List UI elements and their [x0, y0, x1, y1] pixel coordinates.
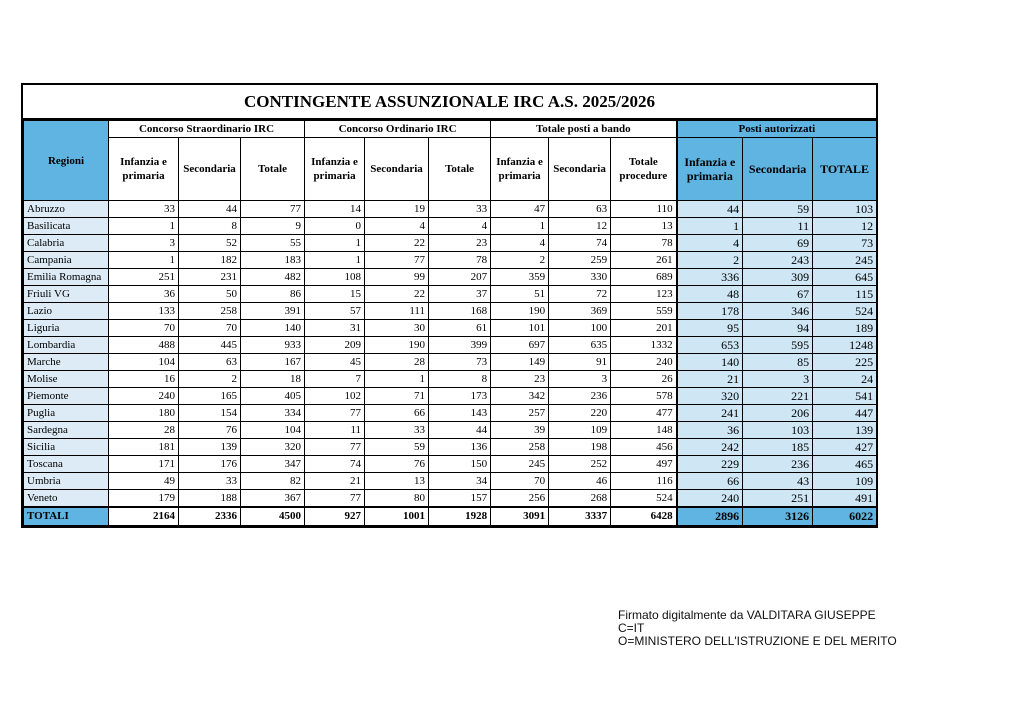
contingent-table — [23, 120, 877, 526]
value-cell: 245 — [813, 252, 877, 269]
signature-line: O=MINISTERO DELL'ISTRUZIONE E DEL MERITO — [618, 634, 897, 648]
value-cell: 578 — [611, 388, 677, 405]
value-cell: 36 — [109, 286, 179, 303]
value-cell: 116 — [611, 473, 677, 490]
header-group-posti-autorizzati: Posti autorizzati — [677, 121, 877, 138]
value-cell: 2 — [677, 252, 743, 269]
value-cell: 3 — [549, 371, 611, 388]
header-group-straordinario: Concorso Straordinario IRC — [109, 121, 305, 138]
value-cell: 69 — [743, 235, 813, 252]
value-cell: 477 — [611, 405, 677, 422]
table-row — [24, 303, 877, 320]
header-sub: Totale procedure — [611, 138, 677, 201]
value-cell: 24 — [813, 371, 877, 388]
value-cell: 236 — [743, 456, 813, 473]
value-cell: 491 — [813, 490, 877, 508]
value-cell: 77 — [365, 252, 429, 269]
value-cell: 524 — [813, 303, 877, 320]
value-cell: 39 — [491, 422, 549, 439]
value-cell: 180 — [109, 405, 179, 422]
value-cell: 342 — [491, 388, 549, 405]
value-cell: 9 — [241, 218, 305, 235]
value-cell: 245 — [491, 456, 549, 473]
region-name: Lazio — [24, 303, 109, 320]
table-row — [24, 235, 877, 252]
value-cell: 111 — [365, 303, 429, 320]
value-cell: 229 — [677, 456, 743, 473]
value-cell: 240 — [611, 354, 677, 371]
value-cell: 31 — [305, 320, 365, 337]
region-name: Piemonte — [24, 388, 109, 405]
value-cell: 524 — [611, 490, 677, 508]
region-name: Puglia — [24, 405, 109, 422]
value-cell: 183 — [241, 252, 305, 269]
value-cell: 139 — [179, 439, 241, 456]
value-cell: 165 — [179, 388, 241, 405]
value-cell: 240 — [109, 388, 179, 405]
value-cell: 243 — [743, 252, 813, 269]
value-cell: 3 — [743, 371, 813, 388]
value-cell: 201 — [611, 320, 677, 337]
region-name: Marche — [24, 354, 109, 371]
value-cell: 50 — [179, 286, 241, 303]
signature-line: C=IT — [618, 621, 645, 635]
value-cell: 3091 — [491, 507, 549, 526]
value-cell: 104 — [109, 354, 179, 371]
value-cell: 46 — [549, 473, 611, 490]
value-cell: 1332 — [611, 337, 677, 354]
value-cell: 1 — [677, 218, 743, 235]
region-name: Sicilia — [24, 439, 109, 456]
value-cell: 399 — [429, 337, 491, 354]
value-cell: 541 — [813, 388, 877, 405]
value-cell: 1001 — [365, 507, 429, 526]
value-cell: 3126 — [743, 507, 813, 526]
value-cell: 74 — [305, 456, 365, 473]
value-cell: 74 — [549, 235, 611, 252]
value-cell: 76 — [365, 456, 429, 473]
value-cell: 34 — [429, 473, 491, 490]
value-cell: 48 — [677, 286, 743, 303]
value-cell: 66 — [365, 405, 429, 422]
value-cell: 149 — [491, 354, 549, 371]
value-cell: 139 — [813, 422, 877, 439]
value-cell: 91 — [549, 354, 611, 371]
header-group-totale-bando: Totale posti a bando — [491, 121, 677, 138]
value-cell: 645 — [813, 269, 877, 286]
value-cell: 102 — [305, 388, 365, 405]
value-cell: 1 — [305, 252, 365, 269]
value-cell: 77 — [305, 490, 365, 508]
value-cell: 12 — [813, 218, 877, 235]
value-cell: 1 — [109, 252, 179, 269]
region-name: Liguria — [24, 320, 109, 337]
header-sub-authorized: Infanzia e primaria — [677, 138, 743, 201]
value-cell: 221 — [743, 388, 813, 405]
table-row — [24, 201, 877, 218]
value-cell: 334 — [241, 405, 305, 422]
value-cell: 73 — [813, 235, 877, 252]
value-cell: 21 — [305, 473, 365, 490]
value-cell: 447 — [813, 405, 877, 422]
value-cell: 44 — [429, 422, 491, 439]
table-row — [24, 218, 877, 235]
table-row — [24, 388, 877, 405]
value-cell: 99 — [365, 269, 429, 286]
value-cell: 220 — [549, 405, 611, 422]
value-cell: 188 — [179, 490, 241, 508]
digital-signature — [618, 609, 897, 648]
value-cell: 94 — [743, 320, 813, 337]
value-cell: 63 — [549, 201, 611, 218]
value-cell: 140 — [241, 320, 305, 337]
header-sub: Infanzia e primaria — [109, 138, 179, 201]
value-cell: 52 — [179, 235, 241, 252]
value-cell: 176 — [179, 456, 241, 473]
value-cell: 78 — [429, 252, 491, 269]
value-cell: 231 — [179, 269, 241, 286]
signature-line: Firmato digitalmente da VALDITARA GIUSEPPE — [618, 608, 876, 622]
value-cell: 59 — [743, 201, 813, 218]
value-cell: 369 — [549, 303, 611, 320]
value-cell: 115 — [813, 286, 877, 303]
value-cell: 33 — [179, 473, 241, 490]
value-cell: 55 — [241, 235, 305, 252]
value-cell: 103 — [813, 201, 877, 218]
value-cell: 80 — [365, 490, 429, 508]
value-cell: 148 — [611, 422, 677, 439]
value-cell: 28 — [109, 422, 179, 439]
value-cell: 66 — [677, 473, 743, 490]
value-cell: 6428 — [611, 507, 677, 526]
header-sub: Secondaria — [549, 138, 611, 201]
value-cell: 236 — [549, 388, 611, 405]
value-cell: 1 — [305, 235, 365, 252]
value-cell: 1 — [491, 218, 549, 235]
value-cell: 136 — [429, 439, 491, 456]
value-cell: 110 — [611, 201, 677, 218]
header-sub: Totale — [241, 138, 305, 201]
region-name: Emilia Romagna — [24, 269, 109, 286]
value-cell: 143 — [429, 405, 491, 422]
value-cell: 209 — [305, 337, 365, 354]
value-cell: 309 — [743, 269, 813, 286]
value-cell: 140 — [677, 354, 743, 371]
value-cell: 1 — [365, 371, 429, 388]
table-title: CONTINGENTE ASSUNZIONALE IRC A.S. 2025/2026 — [23, 85, 876, 120]
value-cell: 330 — [549, 269, 611, 286]
value-cell: 51 — [491, 286, 549, 303]
region-name: Basilicata — [24, 218, 109, 235]
value-cell: 189 — [813, 320, 877, 337]
value-cell: 206 — [743, 405, 813, 422]
value-cell: 689 — [611, 269, 677, 286]
table-body — [24, 201, 877, 526]
value-cell: 465 — [813, 456, 877, 473]
value-cell: 405 — [241, 388, 305, 405]
region-name: Campania — [24, 252, 109, 269]
value-cell: 18 — [241, 371, 305, 388]
header-sub-authorized: TOTALE — [813, 138, 877, 201]
value-cell: 95 — [677, 320, 743, 337]
header-sub: Infanzia e primaria — [491, 138, 549, 201]
value-cell: 320 — [241, 439, 305, 456]
value-cell: 44 — [677, 201, 743, 218]
value-cell: 179 — [109, 490, 179, 508]
value-cell: 45 — [305, 354, 365, 371]
header-sub: Infanzia e primaria — [305, 138, 365, 201]
value-cell: 933 — [241, 337, 305, 354]
value-cell: 4 — [429, 218, 491, 235]
value-cell: 157 — [429, 490, 491, 508]
value-cell: 77 — [305, 405, 365, 422]
value-cell: 70 — [179, 320, 241, 337]
value-cell: 61 — [429, 320, 491, 337]
header-sub: Secondaria — [365, 138, 429, 201]
region-name: Friuli VG — [24, 286, 109, 303]
value-cell: 4 — [677, 235, 743, 252]
value-cell: 927 — [305, 507, 365, 526]
value-cell: 2 — [491, 252, 549, 269]
value-cell: 21 — [677, 371, 743, 388]
value-cell: 57 — [305, 303, 365, 320]
value-cell: 33 — [365, 422, 429, 439]
table-row — [24, 490, 877, 508]
table-row — [24, 371, 877, 388]
region-name: Calabria — [24, 235, 109, 252]
table-row — [24, 320, 877, 337]
value-cell: 185 — [743, 439, 813, 456]
region-name: Toscana — [24, 456, 109, 473]
value-cell: 67 — [743, 286, 813, 303]
value-cell: 1248 — [813, 337, 877, 354]
value-cell: 15 — [305, 286, 365, 303]
value-cell: 23 — [429, 235, 491, 252]
value-cell: 14 — [305, 201, 365, 218]
value-cell: 103 — [743, 422, 813, 439]
value-cell: 2164 — [109, 507, 179, 526]
value-cell: 36 — [677, 422, 743, 439]
value-cell: 26 — [611, 371, 677, 388]
value-cell: 11 — [743, 218, 813, 235]
value-cell: 482 — [241, 269, 305, 286]
totals-row — [24, 507, 877, 526]
value-cell: 3 — [109, 235, 179, 252]
value-cell: 72 — [549, 286, 611, 303]
value-cell: 70 — [491, 473, 549, 490]
value-cell: 251 — [109, 269, 179, 286]
region-name: Veneto — [24, 490, 109, 508]
value-cell: 78 — [611, 235, 677, 252]
header-group-ordinario: Concorso Ordinario IRC — [305, 121, 491, 138]
value-cell: 4 — [491, 235, 549, 252]
value-cell: 347 — [241, 456, 305, 473]
value-cell: 367 — [241, 490, 305, 508]
value-cell: 2 — [179, 371, 241, 388]
value-cell: 154 — [179, 405, 241, 422]
value-cell: 59 — [365, 439, 429, 456]
value-cell: 1928 — [429, 507, 491, 526]
value-cell: 8 — [179, 218, 241, 235]
header-regioni: Regioni — [24, 121, 109, 201]
value-cell: 488 — [109, 337, 179, 354]
value-cell: 101 — [491, 320, 549, 337]
value-cell: 43 — [743, 473, 813, 490]
value-cell: 171 — [109, 456, 179, 473]
value-cell: 595 — [743, 337, 813, 354]
value-cell: 359 — [491, 269, 549, 286]
value-cell: 258 — [491, 439, 549, 456]
value-cell: 71 — [365, 388, 429, 405]
value-cell: 240 — [677, 490, 743, 508]
value-cell: 70 — [109, 320, 179, 337]
header-sub: Secondaria — [179, 138, 241, 201]
value-cell: 22 — [365, 235, 429, 252]
value-cell: 13 — [365, 473, 429, 490]
value-cell: 207 — [429, 269, 491, 286]
value-cell: 173 — [429, 388, 491, 405]
table-row — [24, 422, 877, 439]
table-row — [24, 439, 877, 456]
value-cell: 456 — [611, 439, 677, 456]
region-name: Lombardia — [24, 337, 109, 354]
value-cell: 242 — [677, 439, 743, 456]
value-cell: 73 — [429, 354, 491, 371]
value-cell: 497 — [611, 456, 677, 473]
value-cell: 11 — [305, 422, 365, 439]
value-cell: 109 — [813, 473, 877, 490]
value-cell: 190 — [365, 337, 429, 354]
value-cell: 391 — [241, 303, 305, 320]
value-cell: 133 — [109, 303, 179, 320]
value-cell: 256 — [491, 490, 549, 508]
value-cell: 109 — [549, 422, 611, 439]
value-cell: 100 — [549, 320, 611, 337]
value-cell: 150 — [429, 456, 491, 473]
value-cell: 19 — [365, 201, 429, 218]
value-cell: 12 — [549, 218, 611, 235]
value-cell: 198 — [549, 439, 611, 456]
value-cell: 261 — [611, 252, 677, 269]
value-cell: 346 — [743, 303, 813, 320]
value-cell: 0 — [305, 218, 365, 235]
value-cell: 2896 — [677, 507, 743, 526]
value-cell: 4500 — [241, 507, 305, 526]
value-cell: 251 — [743, 490, 813, 508]
region-name: Abruzzo — [24, 201, 109, 218]
value-cell: 182 — [179, 252, 241, 269]
value-cell: 33 — [109, 201, 179, 218]
value-cell: 76 — [179, 422, 241, 439]
value-cell: 8 — [429, 371, 491, 388]
header-sub-authorized: Secondaria — [743, 138, 813, 201]
value-cell: 13 — [611, 218, 677, 235]
value-cell: 635 — [549, 337, 611, 354]
region-name: Molise — [24, 371, 109, 388]
value-cell: 167 — [241, 354, 305, 371]
value-cell: 104 — [241, 422, 305, 439]
value-cell: 37 — [429, 286, 491, 303]
table-row — [24, 473, 877, 490]
value-cell: 3337 — [549, 507, 611, 526]
value-cell: 268 — [549, 490, 611, 508]
table-row — [24, 286, 877, 303]
value-cell: 22 — [365, 286, 429, 303]
value-cell: 44 — [179, 201, 241, 218]
value-cell: 33 — [429, 201, 491, 218]
value-cell: 252 — [549, 456, 611, 473]
value-cell: 320 — [677, 388, 743, 405]
value-cell: 63 — [179, 354, 241, 371]
table-row — [24, 269, 877, 286]
value-cell: 257 — [491, 405, 549, 422]
value-cell: 225 — [813, 354, 877, 371]
value-cell: 23 — [491, 371, 549, 388]
region-name: Umbria — [24, 473, 109, 490]
value-cell: 16 — [109, 371, 179, 388]
value-cell: 28 — [365, 354, 429, 371]
value-cell: 123 — [611, 286, 677, 303]
value-cell: 77 — [241, 201, 305, 218]
table-row — [24, 405, 877, 422]
value-cell: 6022 — [813, 507, 877, 526]
value-cell: 445 — [179, 337, 241, 354]
value-cell: 427 — [813, 439, 877, 456]
table-row — [24, 252, 877, 269]
region-name: Sardegna — [24, 422, 109, 439]
header-sub: Totale — [429, 138, 491, 201]
value-cell: 86 — [241, 286, 305, 303]
value-cell: 2336 — [179, 507, 241, 526]
value-cell: 336 — [677, 269, 743, 286]
value-cell: 178 — [677, 303, 743, 320]
totals-label: TOTALI — [24, 507, 109, 526]
value-cell: 47 — [491, 201, 549, 218]
value-cell: 7 — [305, 371, 365, 388]
table-row — [24, 456, 877, 473]
document-table-frame — [21, 83, 878, 528]
value-cell: 49 — [109, 473, 179, 490]
value-cell: 559 — [611, 303, 677, 320]
value-cell: 77 — [305, 439, 365, 456]
value-cell: 82 — [241, 473, 305, 490]
value-cell: 190 — [491, 303, 549, 320]
value-cell: 4 — [365, 218, 429, 235]
value-cell: 259 — [549, 252, 611, 269]
value-cell: 653 — [677, 337, 743, 354]
value-cell: 168 — [429, 303, 491, 320]
value-cell: 1 — [109, 218, 179, 235]
value-cell: 85 — [743, 354, 813, 371]
value-cell: 30 — [365, 320, 429, 337]
value-cell: 241 — [677, 405, 743, 422]
value-cell: 181 — [109, 439, 179, 456]
table-row — [24, 337, 877, 354]
value-cell: 258 — [179, 303, 241, 320]
value-cell: 108 — [305, 269, 365, 286]
table-row — [24, 354, 877, 371]
value-cell: 697 — [491, 337, 549, 354]
